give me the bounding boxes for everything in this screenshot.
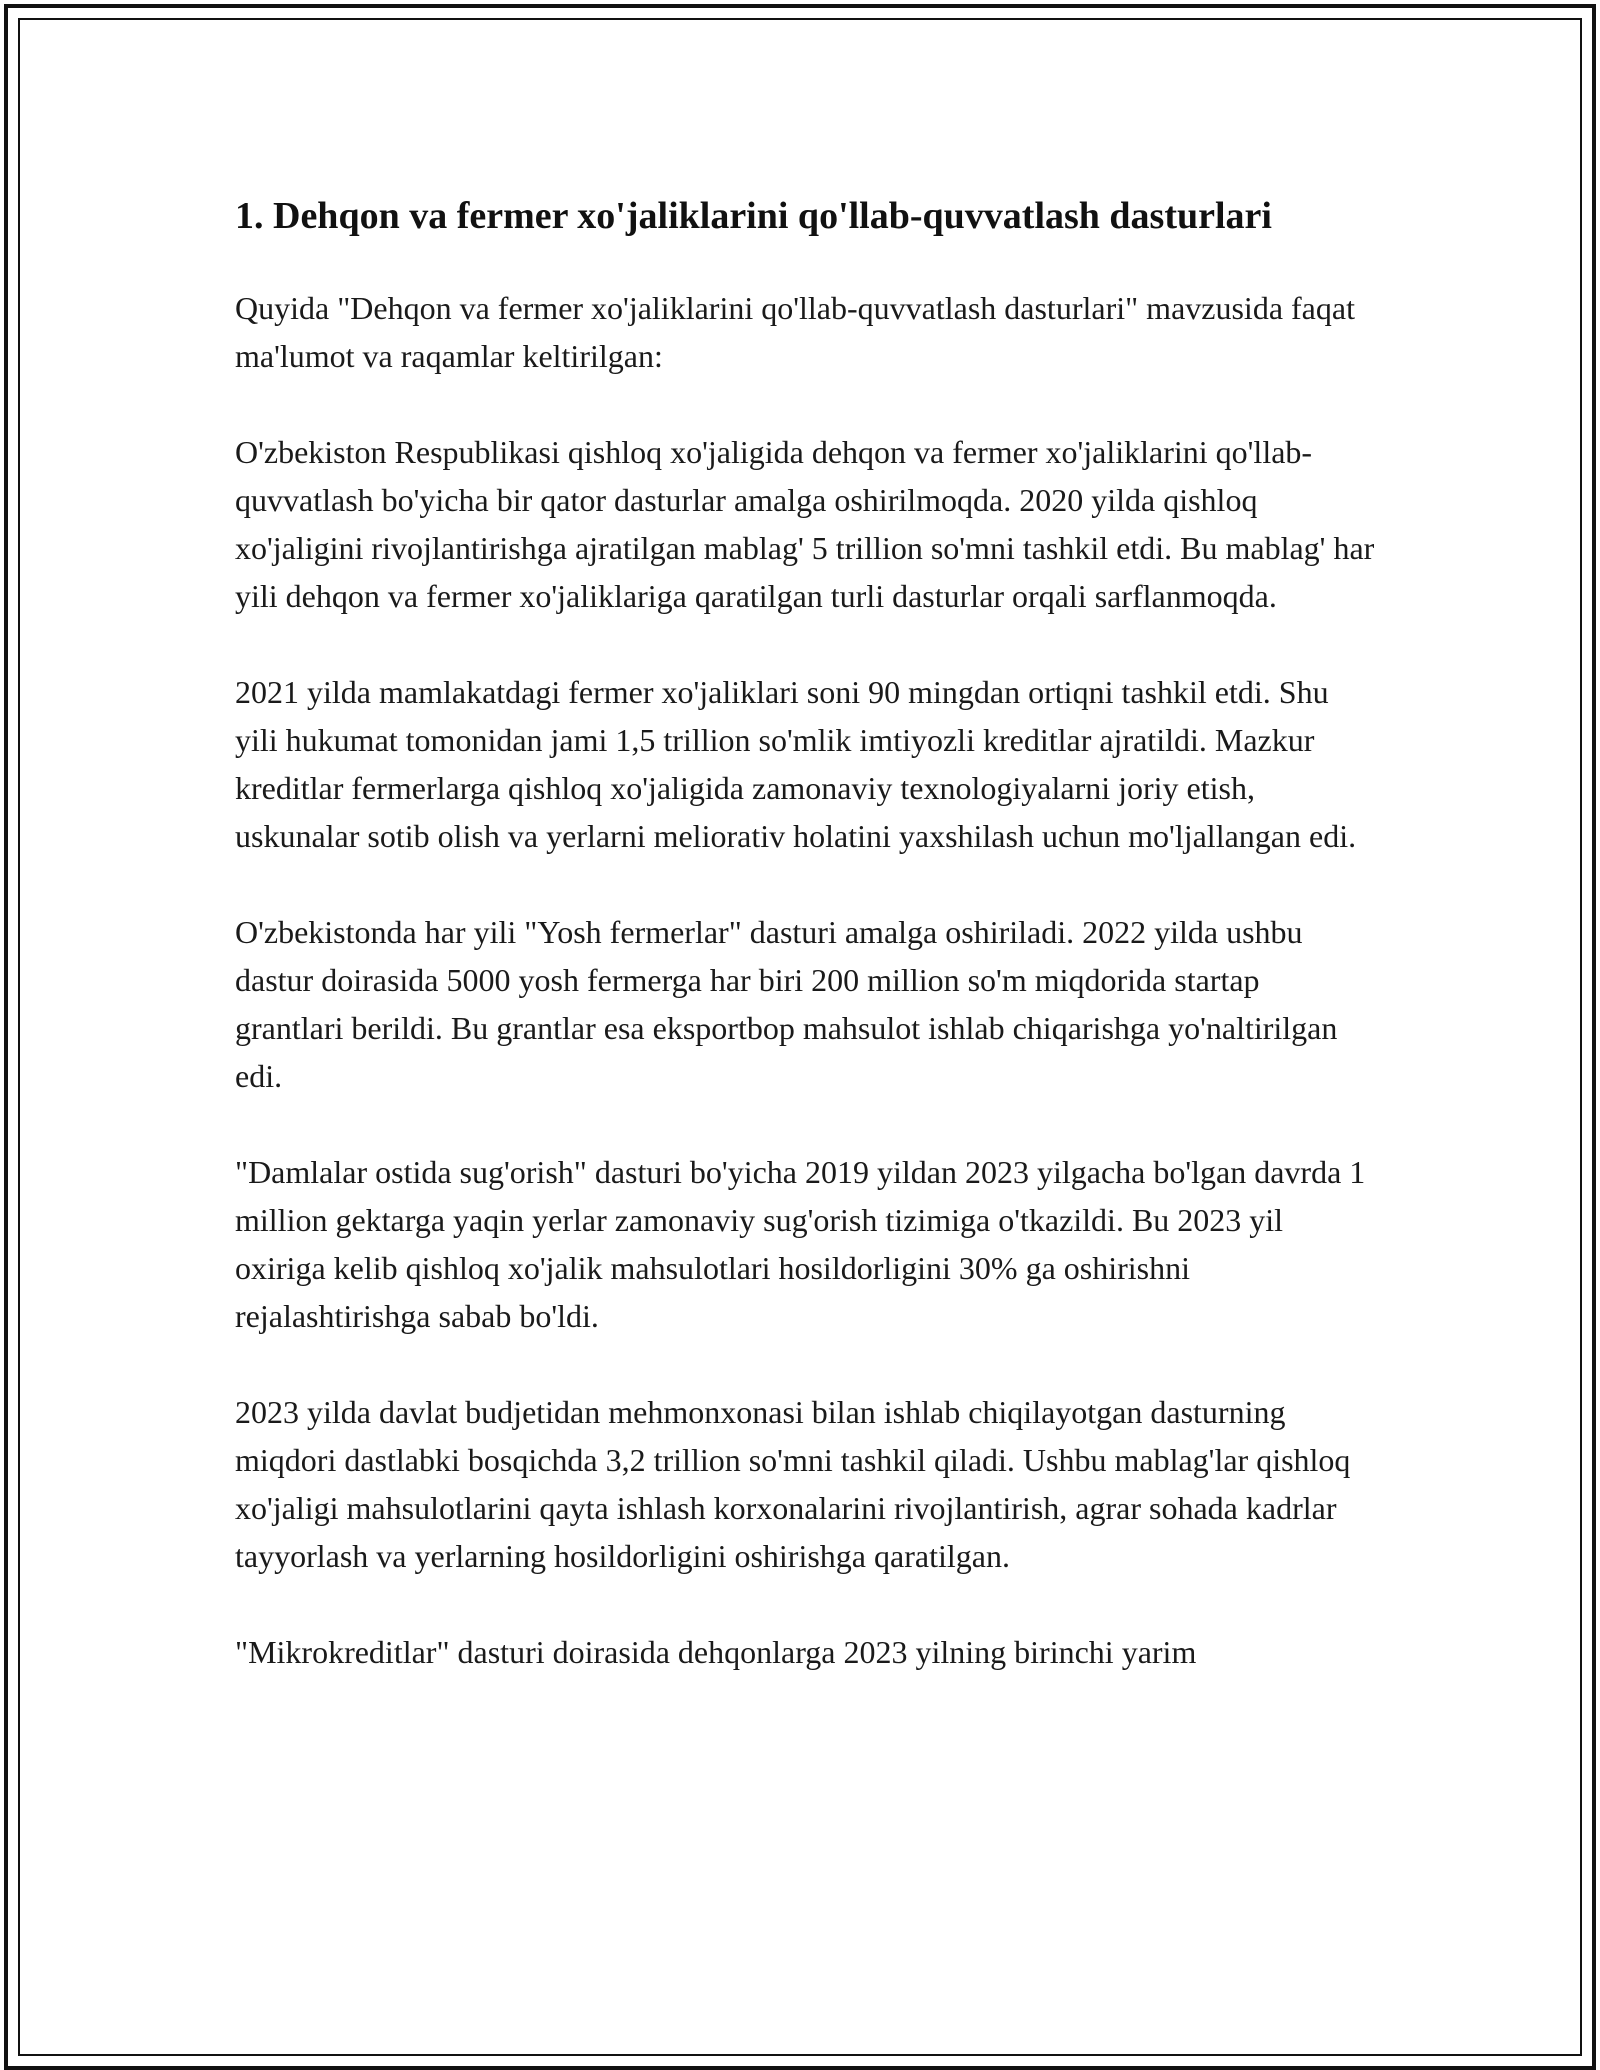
document-body bbox=[235, 188, 1375, 1724]
paragraph-irrigation: "Damlalar ostida sug'orish" dasturi bo'yicha 2019 yildan 2023 yilgacha bo'lgan davrda 1 million gektarga yaqin yerlar zamonaviy sug'orish tizimiga o'tkazildi. Bu 2023 yil oxiriga kelib qishloq xo'jalik mahsulotlari hosildorligini 30% ga oshirishni rejalashtirishga sabab bo'ldi. bbox=[235, 1154, 1366, 1334]
paragraph-2020-funding: O'zbekiston Respublikasi qishloq xo'jaligida dehqon va fermer xo'jaliklarini qo'llab-quvvatlash bo'yicha bir qator dasturlar amalga oshirilmoqda. 2020 yilda qishloq xo'jaligini rivojlantirishga ajratilgan mablag' 5 trillion so'mni tashkil etdi. Bu mablag' har yili dehqon va fermer xo'jaliklariga qaratilgan turli dasturlar orqali sarflanmoqda. bbox=[235, 434, 1375, 614]
document-title: 1. Dehqon va fermer xo'jaliklarini qo'llab-quvvatlash dasturlari bbox=[235, 195, 1272, 237]
paragraph-intro: Quyida "Dehqon va fermer xo'jaliklarini qo'llab-quvvatlash dasturlari" mavzusida faqat ma'lumot va raqamlar keltirilgan: bbox=[235, 290, 1355, 374]
paragraph-microcredits: "Mikrokreditlar" dasturi doirasida dehqonlarga 2023 yilning birinchi yarim bbox=[235, 1634, 1197, 1670]
paragraph-2023-budget: 2023 yilda davlat budjetidan mehmonxonasi bilan ishlab chiqilayotgan dasturning miqdori dastlabki bosqichda 3,2 trillion so'mni tashkil qiladi. Ushbu mablag'lar qishloq xo'jaligi mahsulotlarini qayta ishlash korxonalarini rivojlantirish, agrar sohada kadrlar tayyorlash va yerlarning hosildorligini oshirishga qaratilgan. bbox=[235, 1394, 1351, 1574]
paragraph-young-farmers: O'zbekistonda har yili "Yosh fermerlar" dasturi amalga oshiriladi. 2022 yilda ushbu dastur doirasida 5000 yosh fermerga har biri 200 million so'm miqdorida startap grantlari berildi. Bu grantlar esa eksportbop mahsulot ishlab chiqarishga yo'naltirilgan edi. bbox=[235, 914, 1338, 1094]
paragraph-2021-credits: 2021 yilda mamlakatdagi fermer xo'jaliklari soni 90 mingdan ortiqni tashkil etdi. Shu yili hukumat tomonidan jami 1,5 trillion so'mlik imtiyozli kreditlar ajratildi. Mazkur kreditlar fermerlarga qishloq xo'jaligida zamonaviy texnologiyalarni joriy etish, uskunalar sotib olish va yerlarni meliorativ holatini yaxshilash uchun mo'ljallangan edi. bbox=[235, 674, 1357, 854]
